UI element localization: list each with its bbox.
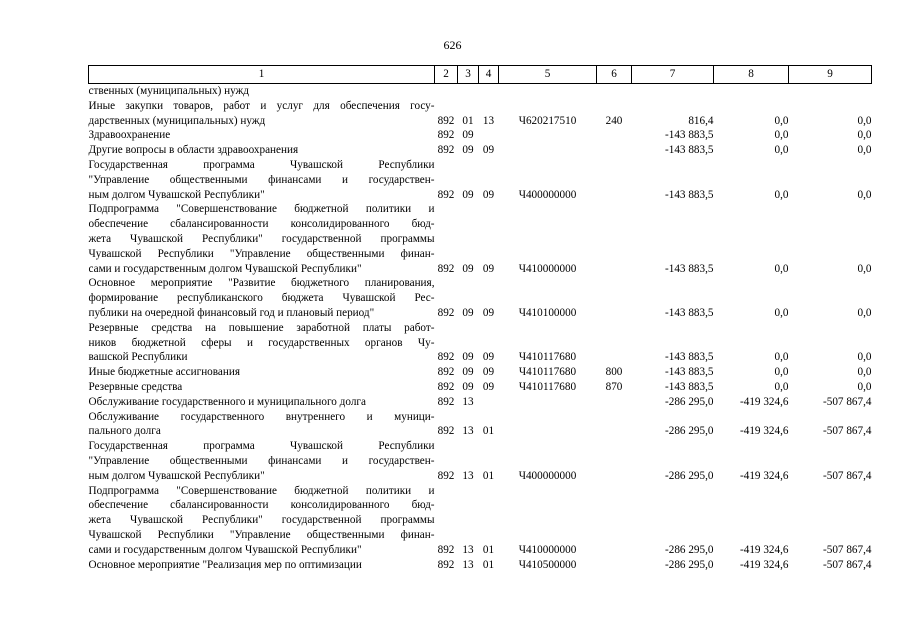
description-line: "Управление общественными финансами и государствен- — [88, 173, 435, 186]
cell-expense-type — [597, 484, 632, 558]
description-line: формирование республиканского бюджета Чувашской Рес- — [88, 292, 435, 305]
cell-amount-3: 0,0 — [857, 129, 872, 142]
cell-amount-2 — [714, 84, 789, 99]
cell-subsection: 09 — [482, 366, 495, 379]
description-line: Государственная программа Чувашской Республики — [88, 158, 435, 171]
description-line: жета Чувашской Республики" государственной программы — [88, 232, 435, 245]
cell-section: 09 — [462, 188, 474, 201]
cell-amount-3: 0,0 — [857, 144, 872, 157]
cell-subsection: 09 — [482, 306, 495, 319]
cell-amount-1: -286 295,0 — [665, 558, 714, 571]
cell-ministry: 892 — [437, 380, 455, 393]
description-line: Подпрограмма "Совершенствование бюджетной политики и — [88, 203, 435, 216]
column-header: 9 — [789, 66, 872, 84]
cell-section: 09 — [462, 351, 474, 364]
cell-amount-1: -286 295,0 — [665, 543, 714, 556]
cell-amount-2: -419 324,6 — [740, 558, 789, 571]
cell-section: 09 — [462, 262, 474, 275]
table-row — [89, 558, 872, 573]
table-row — [89, 202, 872, 276]
table-row — [89, 276, 872, 320]
cell-amount-2: 0,0 — [774, 188, 789, 201]
cell-amount-2: -419 324,6 — [740, 469, 789, 482]
cell-amount-1: -143 883,5 — [665, 380, 714, 393]
cell-expense-type — [597, 410, 632, 440]
cell-section: 13 — [462, 469, 474, 482]
cell-amount-3: 0,0 — [857, 351, 872, 364]
cell-amount-3 — [789, 84, 872, 99]
cell-amount-3: -507 867,4 — [823, 425, 872, 438]
cell-target-article — [499, 128, 597, 143]
description-line: Обслуживание государственного внутреннего и муници- — [88, 410, 435, 423]
table-row — [89, 410, 872, 440]
cell-amount-1: -286 295,0 — [665, 469, 714, 482]
cell-expense-type: 870 — [605, 380, 623, 393]
cell-expense-type — [597, 84, 632, 99]
cell-amount-2: 0,0 — [774, 114, 789, 127]
description-line: Подпрограмма "Совершенствование бюджетной политики и — [88, 484, 435, 497]
cell-subsection — [479, 84, 499, 99]
cell-target-article — [499, 84, 597, 99]
cell-subsection: 01 — [482, 543, 495, 556]
column-header: 6 — [597, 66, 632, 84]
cell-amount-3: -507 867,4 — [823, 558, 872, 571]
page-number: 626 — [443, 38, 462, 52]
cell-target-article: Ч410000000 — [518, 543, 577, 556]
cell-description — [89, 128, 435, 143]
cell-amount-3: 0,0 — [857, 262, 872, 275]
cell-amount-1: -286 295,0 — [665, 425, 714, 438]
cell-ministry: 892 — [437, 144, 455, 157]
cell-expense-type — [597, 202, 632, 276]
header-row — [89, 66, 872, 84]
table-row — [89, 128, 872, 143]
column-header: 3 — [458, 66, 479, 84]
description-line: ников бюджетной сферы и государственных органов Чу- — [88, 336, 435, 349]
table-row — [89, 158, 872, 202]
cell-ministry: 892 — [437, 425, 455, 438]
cell-description — [89, 395, 435, 410]
description-line: ным долгом Чувашской Республики" — [88, 188, 265, 201]
description-line: Основное мероприятие "Развитие бюджетного планирования, — [88, 277, 435, 290]
cell-target-article: Ч400000000 — [518, 188, 577, 201]
cell-subsection: 09 — [482, 262, 495, 275]
cell-description — [89, 321, 435, 365]
cell-ministry: 892 — [437, 351, 455, 364]
cell-description — [89, 439, 435, 483]
cell-ministry: 892 — [437, 469, 455, 482]
description-line: ственных (муниципальных) нужд — [88, 85, 249, 97]
column-header: 4 — [479, 66, 499, 84]
cell-target-article: Ч400000000 — [518, 469, 577, 482]
description-line: Другие вопросы в области здравоохранения — [88, 144, 299, 157]
table-row — [89, 395, 872, 410]
cell-amount-1: -143 883,5 — [665, 351, 714, 364]
cell-subsection: 01 — [482, 469, 495, 482]
description-line: Государственная программа Чувашской Республики — [88, 440, 435, 453]
cell-subsection: 09 — [482, 351, 495, 364]
cell-amount-2: 0,0 — [774, 129, 789, 142]
cell-amount-1: -143 883,5 — [665, 144, 714, 157]
cell-target-article: Ч410117680 — [518, 380, 577, 393]
description-line: Иные закупки товаров, работ и услуг для обеспечения госу- — [88, 99, 435, 112]
cell-section: 13 — [462, 543, 474, 556]
cell-subsection: 01 — [482, 558, 495, 571]
cell-subsection: 09 — [482, 144, 495, 157]
cell-description — [89, 158, 435, 202]
cell-subsection: 09 — [482, 188, 495, 201]
cell-expense-type — [597, 558, 632, 573]
cell-amount-3: 0,0 — [857, 380, 872, 393]
cell-expense-type — [597, 128, 632, 143]
cell-expense-type — [597, 143, 632, 158]
cell-section: 13 — [462, 558, 474, 571]
description-line: Чувашской Республики "Управление общественными финан- — [88, 247, 435, 260]
cell-amount-2: -419 324,6 — [740, 425, 789, 438]
cell-description — [89, 276, 435, 320]
cell-amount-1 — [632, 84, 714, 99]
cell-description — [89, 380, 435, 395]
cell-amount-3: 0,0 — [857, 114, 872, 127]
cell-description — [89, 365, 435, 380]
description-line: Обслуживание государственного и муниципального долга — [88, 395, 366, 408]
cell-expense-type — [597, 321, 632, 365]
table-row — [89, 143, 872, 158]
description-line: Иные бюджетные ассигнования — [88, 366, 240, 379]
table-body — [89, 84, 872, 573]
table-row — [89, 84, 872, 99]
cell-amount-3: 0,0 — [857, 306, 872, 319]
cell-amount-3: -507 867,4 — [823, 395, 872, 408]
column-header: 7 — [632, 66, 714, 84]
cell-expense-type — [597, 276, 632, 320]
cell-amount-2: 0,0 — [774, 144, 789, 157]
cell-amount-1: -286 295,0 — [665, 395, 714, 408]
table-row — [89, 99, 872, 129]
cell-description — [89, 484, 435, 558]
cell-amount-1: -143 883,5 — [665, 129, 714, 142]
description-line: Резервные средства — [88, 380, 183, 393]
cell-amount-2: -419 324,6 — [740, 395, 789, 408]
cell-subsection: 01 — [482, 425, 495, 438]
cell-ministry: 892 — [437, 558, 455, 571]
cell-amount-3: 0,0 — [857, 188, 872, 201]
cell-description — [89, 558, 435, 573]
description-line: сами и государственным долгом Чувашской Республики" — [88, 543, 362, 556]
description-line: пального долга — [88, 425, 161, 438]
cell-description — [89, 143, 435, 158]
description-line: ным долгом Чувашской Республики" — [88, 469, 265, 482]
cell-target-article: Ч410500000 — [518, 558, 577, 571]
cell-ministry: 892 — [437, 188, 455, 201]
cell-amount-2: -419 324,6 — [740, 543, 789, 556]
cell-ministry: 892 — [437, 129, 455, 142]
cell-section: 09 — [462, 144, 474, 157]
column-header: 1 — [89, 66, 435, 84]
cell-target-article — [499, 143, 597, 158]
cell-ministry: 892 — [437, 306, 455, 319]
description-line: обеспечение сбалансированности консолидированного бюд- — [88, 218, 435, 231]
cell-subsection: 09 — [482, 380, 495, 393]
cell-amount-2: 0,0 — [774, 366, 789, 379]
cell-target-article: Ч410100000 — [518, 306, 577, 319]
cell-section — [458, 84, 479, 99]
table-row — [89, 365, 872, 380]
cell-target-article: Ч410117680 — [518, 366, 577, 379]
cell-ministry: 892 — [437, 262, 455, 275]
cell-ministry: 892 — [437, 366, 455, 379]
cell-section: 09 — [462, 129, 474, 142]
cell-amount-1: -143 883,5 — [665, 366, 714, 379]
description-line: Основное мероприятие "Реализация мер по оптимизации — [88, 558, 362, 571]
cell-amount-2: 0,0 — [774, 351, 789, 364]
cell-target-article: Ч410000000 — [518, 262, 577, 275]
cell-ministry — [435, 84, 458, 99]
cell-amount-1: 816,4 — [688, 114, 714, 127]
cell-amount-1: -143 883,5 — [665, 188, 714, 201]
table-row — [89, 439, 872, 483]
cell-section: 09 — [462, 366, 474, 379]
cell-ministry: 892 — [437, 395, 455, 408]
cell-amount-1: -143 883,5 — [665, 306, 714, 319]
table-row — [89, 380, 872, 395]
cell-target-article — [499, 395, 597, 410]
description-line: публики на очередной финансовый год и плановый период" — [88, 306, 375, 319]
cell-target-article — [499, 410, 597, 440]
cell-amount-3: -507 867,4 — [823, 469, 872, 482]
column-header: 5 — [499, 66, 597, 84]
cell-ministry: 892 — [437, 543, 455, 556]
budget-table — [88, 65, 872, 572]
cell-section: 09 — [462, 380, 474, 393]
cell-subsection — [479, 395, 499, 410]
cell-ministry: 892 — [437, 114, 455, 127]
description-line: Здравоохранение — [88, 129, 171, 142]
cell-description — [89, 410, 435, 440]
description-line: жета Чувашской Республики" государственной программы — [88, 514, 435, 527]
description-line: дарственных (муниципальных) нужд — [88, 114, 266, 127]
cell-description — [89, 99, 435, 129]
cell-section: 01 — [462, 114, 474, 127]
cell-amount-1: -143 883,5 — [665, 262, 714, 275]
cell-target-article: Ч410117680 — [518, 351, 577, 364]
cell-subsection — [479, 128, 499, 143]
cell-section: 13 — [462, 395, 474, 408]
cell-subsection: 13 — [482, 114, 495, 127]
cell-description — [89, 202, 435, 276]
cell-expense-type — [597, 439, 632, 483]
description-line: "Управление общественными финансами и государствен- — [88, 454, 435, 467]
description-line: вашской Республики — [88, 351, 188, 364]
description-line: Чувашской Республики "Управление общественными финан- — [88, 528, 435, 541]
column-header: 8 — [714, 66, 789, 84]
description-line: Резервные средства на повышение заработной платы работ- — [88, 321, 435, 334]
cell-amount-2: 0,0 — [774, 380, 789, 393]
cell-expense-type — [597, 158, 632, 202]
cell-expense-type: 800 — [605, 366, 623, 379]
cell-target-article: Ч620217510 — [518, 114, 577, 127]
cell-expense-type — [597, 395, 632, 410]
cell-section: 13 — [462, 425, 474, 438]
table-row — [89, 484, 872, 558]
cell-description — [89, 84, 435, 99]
cell-amount-3: -507 867,4 — [823, 543, 872, 556]
cell-section: 09 — [462, 306, 474, 319]
column-header: 2 — [435, 66, 458, 84]
cell-amount-2: 0,0 — [774, 306, 789, 319]
description-line: обеспечение сбалансированности консолидированного бюд- — [88, 499, 435, 512]
cell-amount-3: 0,0 — [857, 366, 872, 379]
description-line: сами и государственным долгом Чувашской Республики" — [88, 262, 362, 275]
table-row — [89, 321, 872, 365]
cell-expense-type: 240 — [605, 114, 623, 127]
cell-amount-2: 0,0 — [774, 262, 789, 275]
